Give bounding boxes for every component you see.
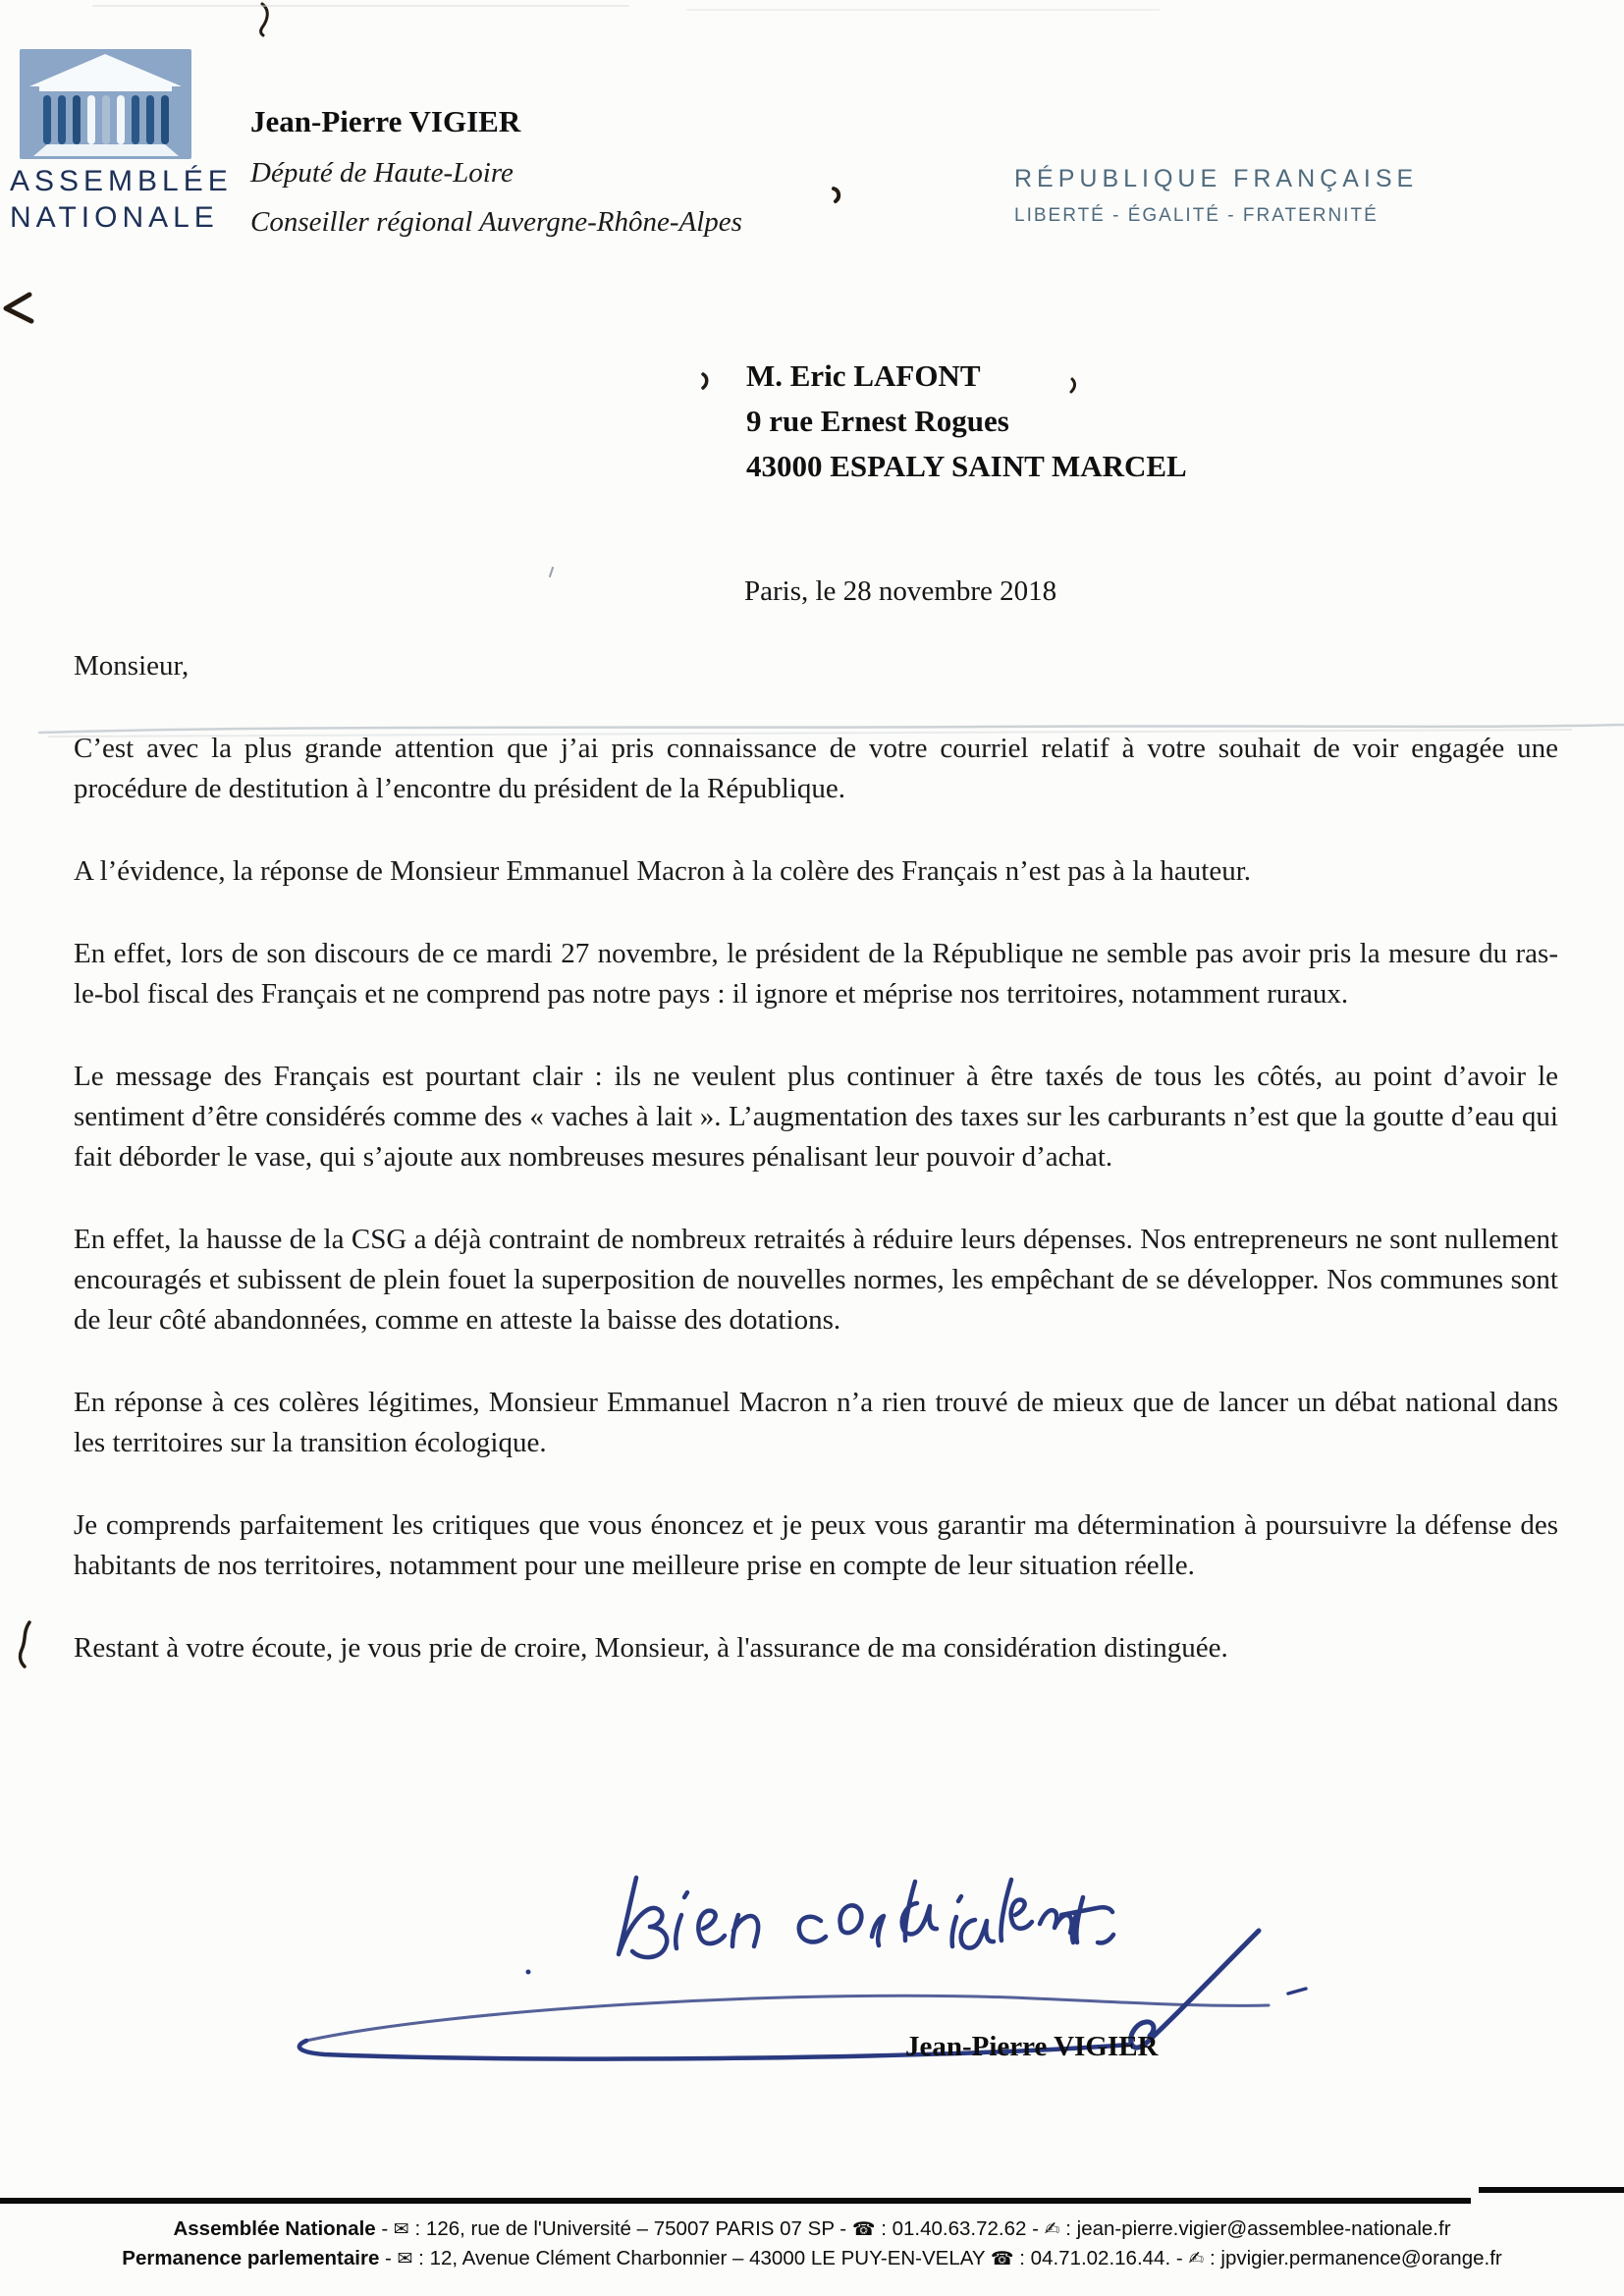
sender-block: [250, 104, 742, 255]
footer-permanence-label: Permanence parlementaire: [122, 2247, 380, 2269]
body-paragraph: En effet, lors de son discours de ce mardi 27 novembre, le président de la République ne semble pas avoir pris la mesure du ras-le-bol fiscal des Français et ne comprend pas notre pays : il ignore et méprise nos territoires, notamment ruraux.: [74, 938, 1558, 1010]
email-icon: ✍: [1188, 2248, 1205, 2269]
footer-email-1: : jean-pierre.vigier@assemblee-nationale.fr: [1059, 2217, 1451, 2240]
republique-francaise-text: RÉPUBLIQUE FRANÇAISE: [1014, 165, 1419, 192]
footer-line-1: Assemblée Nationale - ✉ : 126, rue de l'Université – 75007 PARIS 07 SP - ☎ : 01.40.63.72.62 - ✍ : jean-pierre.vigier@assemblee-nationale.fr: [173, 2217, 1451, 2240]
footer: [0, 2214, 1624, 2273]
sender-name: Jean-Pierre VIGIER: [250, 104, 521, 138]
body-paragraph: Je comprends parfaitement les critiques que vous énoncez et je peux vous garantir ma détermination à poursuivre la défense des habitants de nos territoires, notamment pour une meilleure prise en compte de leur situation réelle.: [74, 1509, 1558, 1581]
footer-phone-2: : 04.71.02.16.44. -: [1013, 2247, 1189, 2269]
recipient-street: 9 rue Ernest Rogues: [746, 404, 1009, 438]
sender-role-1: Député de Haute-Loire: [250, 157, 514, 189]
recipient-city: 43000 ESPALY SAINT MARCEL: [746, 449, 1187, 483]
assemblee-nationale-logo: [20, 49, 191, 159]
org-name: [10, 163, 236, 236]
email-icon: ✍: [1044, 2218, 1060, 2240]
sender-role-2: Conseiller régional Auvergne-Rhône-Alpes: [250, 206, 742, 238]
phone-icon: ☎: [851, 2218, 876, 2240]
date-line: Paris, le 28 novembre 2018: [744, 575, 1057, 607]
footer-email-2: : jpvigier.permanence@orange.fr: [1204, 2247, 1502, 2269]
recipient-block: [746, 354, 1187, 489]
footer-phone-1: : 01.40.63.72.62 -: [875, 2217, 1045, 2240]
footer-line-2: Permanence parlementaire - ✉ : 12, Avenue Clément Charbonnier – 43000 LE PUY-EN-VELAY ☎ : 04.71.02.16.44. - ✍ : jpvigier.permanence@orange.fr: [122, 2247, 1502, 2269]
footer-address-2: : 12, Avenue Clément Charbonnier – 43000 LE PUY-EN-VELAY: [412, 2247, 991, 2269]
salutation: Monsieur,: [74, 650, 189, 682]
footer-address-1: : 126, rue de l'Université – 75007 PARIS 07 SP -: [408, 2217, 852, 2240]
temple-emblem-icon: [20, 49, 191, 159]
footer-org-label: Assemblée Nationale: [173, 2217, 376, 2240]
footer-divider: [0, 2198, 1471, 2204]
recipient-name: M. Eric LAFONT: [746, 358, 981, 393]
letter-body: [74, 646, 1558, 1668]
signed-name: Jean-Pierre VIGIER: [905, 2031, 1159, 2062]
body-paragraph: En réponse à ces colères légitimes, Monsieur Emmanuel Macron n’a rien trouvé de mieux que de lancer un débat national dans les territoires sur la transition écologique.: [74, 1387, 1558, 1458]
footer-divider-segment: [1479, 2187, 1624, 2193]
republic-block: [1014, 165, 1418, 227]
handwritten-closing-text: [0, 0, 1, 1]
liberte-egalite-fraternite-motto: LIBERTÉ - ÉGALITÉ - FRATERNITÉ: [1014, 205, 1379, 226]
body-paragraph: C’est avec la plus grande attention que j’ai pris connaissance de votre courriel relatif à votre souhait de voir engagée une procédure de destitution à l’encontre du président de la République.: [74, 733, 1558, 804]
phone-icon: ☎: [990, 2248, 1014, 2269]
envelope-icon: ✉: [397, 2248, 413, 2269]
closing-paragraph: Restant à votre écoute, je vous prie de croire, Monsieur, à l'assurance de ma considération distinguée.: [74, 1632, 1228, 1664]
org-name-line1: ASSEMBLÉE: [10, 165, 233, 197]
body-paragraph: A l’évidence, la réponse de Monsieur Emmanuel Macron à la colère des Français n’est pas à la hauteur.: [74, 855, 1252, 887]
body-paragraph: En effet, la hausse de la CSG a déjà contraint de nombreux retraités à réduire leurs dépenses. Nos entrepreneurs ne sont nullement encouragés et subissent de plein fouet la superposition de nouvelles normes, les empêchant de se développer. Nos communes sont de leur côté abandonnées, comme en atteste la baisse des dotations.: [74, 1224, 1558, 1336]
envelope-icon: ✉: [393, 2218, 409, 2240]
org-name-line2: NATIONALE: [10, 201, 219, 234]
body-paragraph: Le message des Français est pourtant clair : ils ne veulent plus continuer à être taxés de tous les côtés, au point d’avoir le sentiment d’être considérés comme des « vaches à lait ». L’augmentation des taxes sur les carburants n’est que la goutte d’eau qui fait déborder le vase, qui s’ajoute aux nombreuses mesures pénalisant leur pouvoir d’achat.: [74, 1061, 1558, 1173]
